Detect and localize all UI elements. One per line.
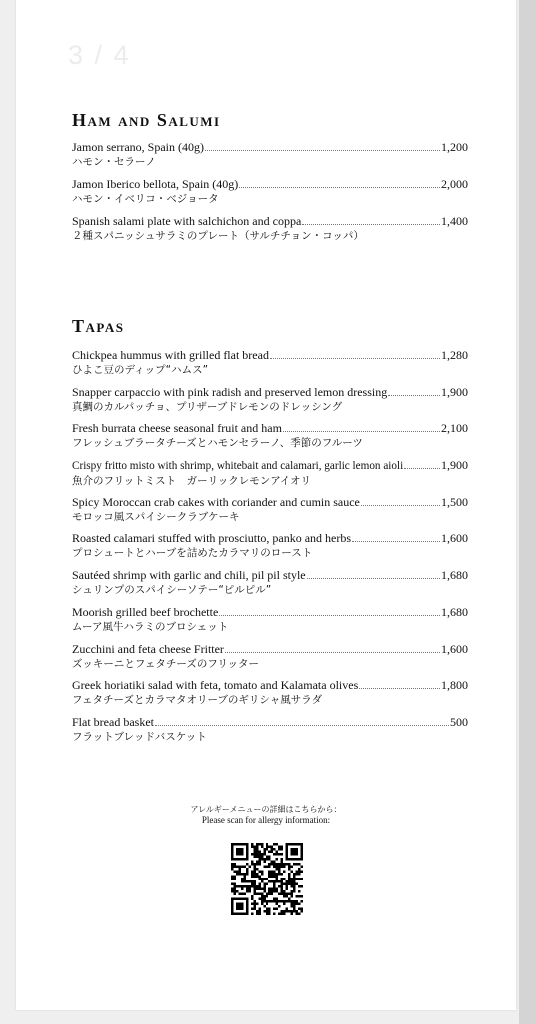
item-name: Crispy fritto misto with shrimp, whitebait and calamari, garlic lemon aioli bbox=[72, 460, 404, 473]
dot-leader bbox=[361, 505, 440, 506]
item-price: 1,800 bbox=[441, 678, 468, 693]
menu-item bbox=[72, 605, 468, 642]
item-price: 1,680 bbox=[441, 568, 468, 583]
item-name-jp: ひよこ豆のディップ“ハムス” bbox=[72, 364, 209, 376]
item-name: Flat bread basket bbox=[72, 714, 154, 729]
item-name-jp: フレッシュブラータチーズとハモンセラーノ、季節のフルーツ bbox=[72, 437, 363, 450]
dot-leader bbox=[359, 688, 440, 689]
menu-item bbox=[72, 214, 468, 251]
menu-item bbox=[72, 140, 468, 177]
allergy-text-jp: アレルギーメニューの詳細はこちらから： bbox=[190, 805, 342, 814]
item-name: Roasted calamari stuffed with prosciutto, panko and herbs bbox=[72, 531, 352, 546]
menu-item bbox=[72, 531, 468, 568]
section-title-ham-and-salumi: Ham and Salumi bbox=[72, 110, 221, 130]
item-price: 2,000 bbox=[441, 177, 468, 191]
item-price: 1,280 bbox=[441, 348, 468, 362]
item-price: 1,200 bbox=[441, 140, 468, 154]
menu-item bbox=[72, 458, 468, 495]
item-price: 1,680 bbox=[441, 604, 468, 619]
item-name: Spanish salami plate with salchichon and coppa bbox=[72, 214, 302, 228]
item-name: Jamon serrano, Spain (40g) bbox=[72, 140, 204, 154]
menu-item bbox=[72, 385, 468, 422]
menu-page bbox=[16, 0, 516, 1010]
dot-leader bbox=[404, 468, 440, 469]
qr-code-icon[interactable] bbox=[231, 843, 303, 915]
item-name: Zucchini and feta cheese Fritter bbox=[72, 641, 224, 656]
menu-item bbox=[72, 177, 468, 214]
menu-item bbox=[72, 678, 468, 715]
menu-item bbox=[72, 348, 468, 385]
dot-leader bbox=[352, 541, 440, 542]
item-price: 1,400 bbox=[441, 214, 468, 228]
item-price: 1,900 bbox=[441, 458, 468, 473]
item-name: Moorish grilled beef brochette bbox=[72, 604, 219, 619]
item-name-jp: ムーア風牛ハラミのブロシェット bbox=[72, 620, 229, 633]
dot-leader bbox=[205, 150, 440, 151]
dot-leader bbox=[219, 615, 440, 616]
dot-leader bbox=[225, 652, 440, 653]
dot-leader bbox=[155, 725, 449, 726]
menu-item bbox=[72, 495, 468, 532]
dot-leader bbox=[283, 431, 440, 432]
adjacent-page-edge bbox=[519, 0, 535, 1024]
item-name-jp: 魚介のフリットミスト ガーリックレモンアイオリ bbox=[72, 475, 311, 488]
menu-item bbox=[72, 715, 468, 752]
page-number: 3 / 4 bbox=[68, 40, 131, 70]
dot-leader bbox=[239, 187, 440, 188]
item-name: Snapper carpaccio with pink radish and preserved lemon dressing bbox=[72, 384, 388, 399]
item-name-jp: フェタチーズとカラマタオリーブのギリシャ風サラダ bbox=[72, 694, 323, 707]
item-price: 2,100 bbox=[441, 421, 468, 436]
item-name: Fresh burrata cheese seasonal fruit and ham bbox=[72, 421, 282, 436]
item-price: 1,900 bbox=[441, 384, 468, 399]
section-title-tapas: Tapas bbox=[72, 316, 125, 336]
item-name-jp: ハモン・イベリコ・ベジョータ bbox=[72, 193, 219, 205]
menu-item bbox=[72, 642, 468, 679]
allergy-text-en: Please scan for allergy information: bbox=[201, 815, 331, 825]
menu-item bbox=[72, 568, 468, 605]
item-name-jp: ハモン・セラーノ bbox=[72, 156, 156, 168]
tapas-list bbox=[72, 348, 468, 752]
item-name-jp: フラットブレッドバスケット bbox=[72, 730, 207, 743]
allergy-footer bbox=[16, 804, 516, 826]
menu-item bbox=[72, 421, 468, 458]
dot-leader bbox=[388, 395, 440, 396]
item-name-jp: シュリンプのスパイシーソテー“ピルピル” bbox=[72, 584, 272, 597]
item-name: Sautéed shrimp with garlic and chili, pil pil style bbox=[72, 568, 306, 583]
item-name-jp: 真鯛のカルパッチョ、プリザーブドレモンのドレッシング bbox=[72, 400, 343, 413]
item-name: Chickpea hummus with grilled flat bread bbox=[72, 348, 269, 362]
dot-leader bbox=[302, 224, 440, 225]
dot-leader bbox=[307, 578, 440, 579]
item-name: Greek horiatiki salad with feta, tomato and Kalamata olives bbox=[72, 678, 359, 693]
ham-salumi-list bbox=[72, 140, 468, 251]
item-price: 1,600 bbox=[441, 641, 468, 656]
item-name-jp: ズッキーニとフェタチーズのフリッター bbox=[72, 657, 260, 670]
item-price: 1,600 bbox=[441, 531, 468, 546]
item-name-jp: ２種スパニッシュサラミのプレート（サルチチョン・コッパ） bbox=[72, 230, 364, 242]
dot-leader bbox=[270, 358, 440, 359]
item-name: Spicy Moroccan crab cakes with coriander and cumin sauce bbox=[72, 494, 360, 509]
item-name: Jamon Iberico bellota, Spain (40g) bbox=[72, 177, 239, 191]
item-price: 500 bbox=[450, 714, 468, 729]
item-name-jp: モロッコ風スパイシークラブケーキ bbox=[72, 510, 240, 523]
item-price: 1,500 bbox=[441, 494, 468, 509]
item-name-jp: プロシュートとハーブを詰めたカラマリのロースト bbox=[72, 547, 313, 560]
